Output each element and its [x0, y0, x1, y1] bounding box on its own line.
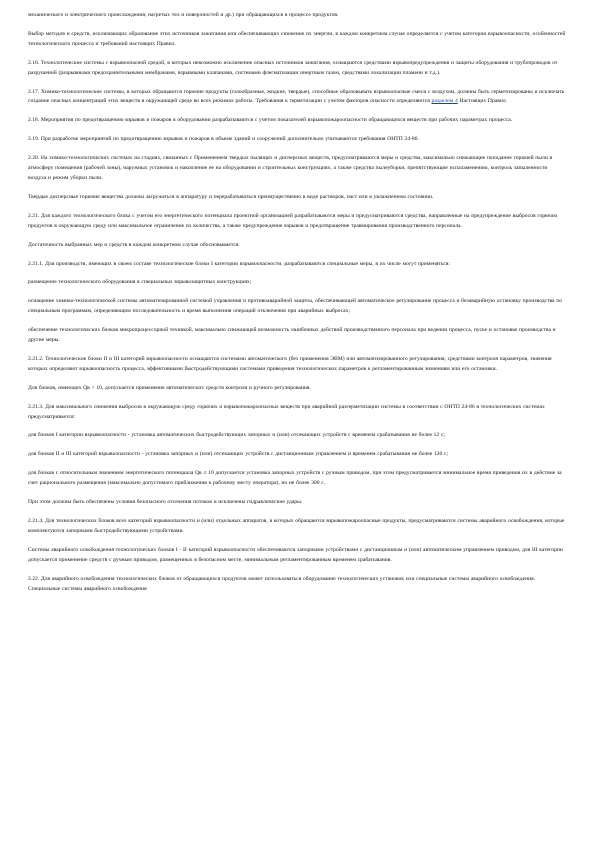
- paragraph-safe-cutoff: При этом должны быть обеспечены условия безопасного отсечения потоков и исключены гидравлические удары.: [28, 499, 303, 506]
- paragraph-2-21-3: 2.21.3. Для максимального снижения выбросов в окружающую среду горючих и взрывопожароопасных веществ при аварийной разгерметизации системы в соответствии с ОНТП 24-86 в технологических системах предусматривается:: [28, 403, 545, 420]
- paragraph-sufficiency: Достаточность выбранных мер и средств в каждом конкретном случае обосновывается.: [28, 241, 240, 248]
- paragraph-2-17-tail: Настоящих Правил.: [457, 98, 508, 105]
- paragraph-dispersed-substances: Твердые дисперсные горючие вещества должны загружаться в аппаратуру и перерабатываться преимущественно в виде растворов, паст или в увлажненном состоянии.: [28, 193, 434, 200]
- paragraph-manual-drive: для блоков с относительным значением энергетического потенциала Qв ≤ 10 допускается установка запорных устройств с ручным приводом, при этом предусматривается минимальное время приведения их в действие за счет рационального размещения (максимально допустимого приближения к рабочему месту оператора), но не более 300 с.: [28, 470, 562, 487]
- paragraph-placement: размещение технологического оборудования в специальных взрывозащитных конструкциях;: [28, 279, 252, 286]
- paragraph-2-21: 2.21. Для каждого технологического блока с учетом его энергетического потенциала проектной организацией разрабатываются меры и предусматриваются средства, направленные на предупреждение выбросов горючих продуктов в окружающую среду или максимальное ограничение их количества, а также предупреждение взрывов и предотвращение травмирования производственного персонала.: [28, 212, 558, 229]
- paragraph-2-18: 2.18. Мероприятия по предотвращению взрывов и пожаров в оборудовании разрабатываются с учетом показателей взрывопожароопасности обращающихся веществ при рабочих параметрах процесса.: [28, 117, 513, 124]
- paragraph-category-2-3: для блоков II и III категорий взрывоопасности - установка запорных и (или) отсекающих устройств с дистанционным управлением и временем срабатывания не более 120 с;: [28, 451, 449, 458]
- paragraph-2-21-4: 2.21.4. Для технологических блоков всех категорий взрывоопасности и (или) отдельных аппаратов, в которых обращаются взрывопожароопасные продукты, предусматриваются системы аварийного освобождения, которые комплектуются запорными быстродействующими устройствами.: [28, 518, 565, 534]
- paragraph-blocks-qv: Для блоков, имеющих Qв < 10, допускается применение автоматических средств контроля и ручного регулирования.: [28, 384, 311, 391]
- paragraph-2-21-2: 2.21.2. Технологические блоки II и III категорий взрывоопасности оснащаются системами автоматического (без применения ЭВМ) или автоматизированного регулирования, средствами контроля параметров, значения которых определяют взрывоопасность процесса, эффективными быстродействующими системами приведения технологических параметров к регламентированным значениям или его остановки.: [28, 355, 552, 372]
- paragraph-2-16: 2.16. Технологические системы с взрывоопасной средой, в которых невозможно исключение опасных источников зажигания, оснащаются средствами взрывопредупреждения и защиты оборудования и трубопроводов от разрушений (разрывными предохранительными мембранами, взрывными клапанами, системами флегматизации инертным газом, средствами локализации пламени и т.д.).: [28, 59, 558, 76]
- paragraph-category-1: для блоков I категории взрывоопасности - установка автоматических быстродействующих запорных и (или) отсекающих устройств с временем срабатывания не более 12 с;: [28, 432, 445, 439]
- paragraph-2-21-1: 2.21.1. Для производств, имеющих в своем составе технологические блоки I категории взрывоопасности, разрабатываются специальные меры, в их числе могут применяться:: [28, 260, 450, 267]
- paragraph-selection-methods: Выбор методов и средств, исключающих образование этих источников зажигания или обеспечивающих снижение их энергии, в каждом конкретном случае определяется с учетом категории взрывоопасности, особенностей технологического процесса и требований настоящих Правил.: [28, 30, 566, 47]
- paragraph-2-17-text: 2.17. Химико-технологические системы, в которых обращаются горючие продукты (газообразные, жидкие, твердые), способные образовывать взрывоопасные смеси с воздухом, должны быть герметизированы и исключать создание опасных концентраций этих веществ в окружающей среде во всех режимах работы. Требования к герметизации с учетом факторов опасности определяются: [28, 88, 565, 105]
- paragraph-2-20: 2.20. На химико-технологических системах на стадиях, связанных с Применением твердых пылящих и дисперсных веществ, предусматриваются меры и средства, максимально снижающие попадание горючей пыли в атмосферу помещения (рабочей зоны), наружных установок и накопление ее на оборудовании и строительных конструкциях, а также средства пылеуборки, препятствующие испаламенению, контроль запыленности воздуха и режим уборки пыли.: [28, 155, 553, 181]
- paragraph-automation: оснащение химико-технологической системы автоматизированной системой управления и противоаварийной защиты, обеспечивающей автоматическое регулирование процесса и безаварийную остановку производства по специальным программам, определяющим последовательность и время выполнения операций отключения при аварийных выбросах;: [28, 298, 563, 315]
- paragraph-2-19: 2.19. При разработке мероприятий по предотвращению взрывов и пожаров в объеме зданий и сооружений дополнительно учитываются требования ОНТП 24-86.: [28, 136, 419, 143]
- paragraph-continuation: механического и электрического происхождения, нагретых тел и поверхностей и др.) при обращающихся в процессе продуктов.: [28, 12, 339, 18]
- paragraph-2-22: 2.22. Для аварийного освобождения технологических блоков от обращающихся продуктов может использоваться оборудование технологических установок или специальные системы аварийного освобождения. Специальные системы аварийного освобождения: [28, 575, 536, 592]
- paragraph-2-17: [28, 88, 567, 108]
- paragraph-microprocessor: обеспечение технологических блоков микропроцессорной техникой, максимально снижающей возможность ошибочных действий производственного персонала при ведении процесса, пуске и остановке производства и другие меры.: [28, 327, 556, 344]
- section-4-link[interactable]: разделом 4: [431, 98, 458, 105]
- paragraph-emergency-release: Системы аварийного освобождения технологических блоков I - II категорий взрывоопасности обеспечиваются запорными устройствами с дистанционным и (или) автоматическим управлением приводом, для III категории допускается применение средств с ручным приводом, размещенных в безопасном месте, минимальным регламентированным временем срабатывания.: [28, 546, 563, 563]
